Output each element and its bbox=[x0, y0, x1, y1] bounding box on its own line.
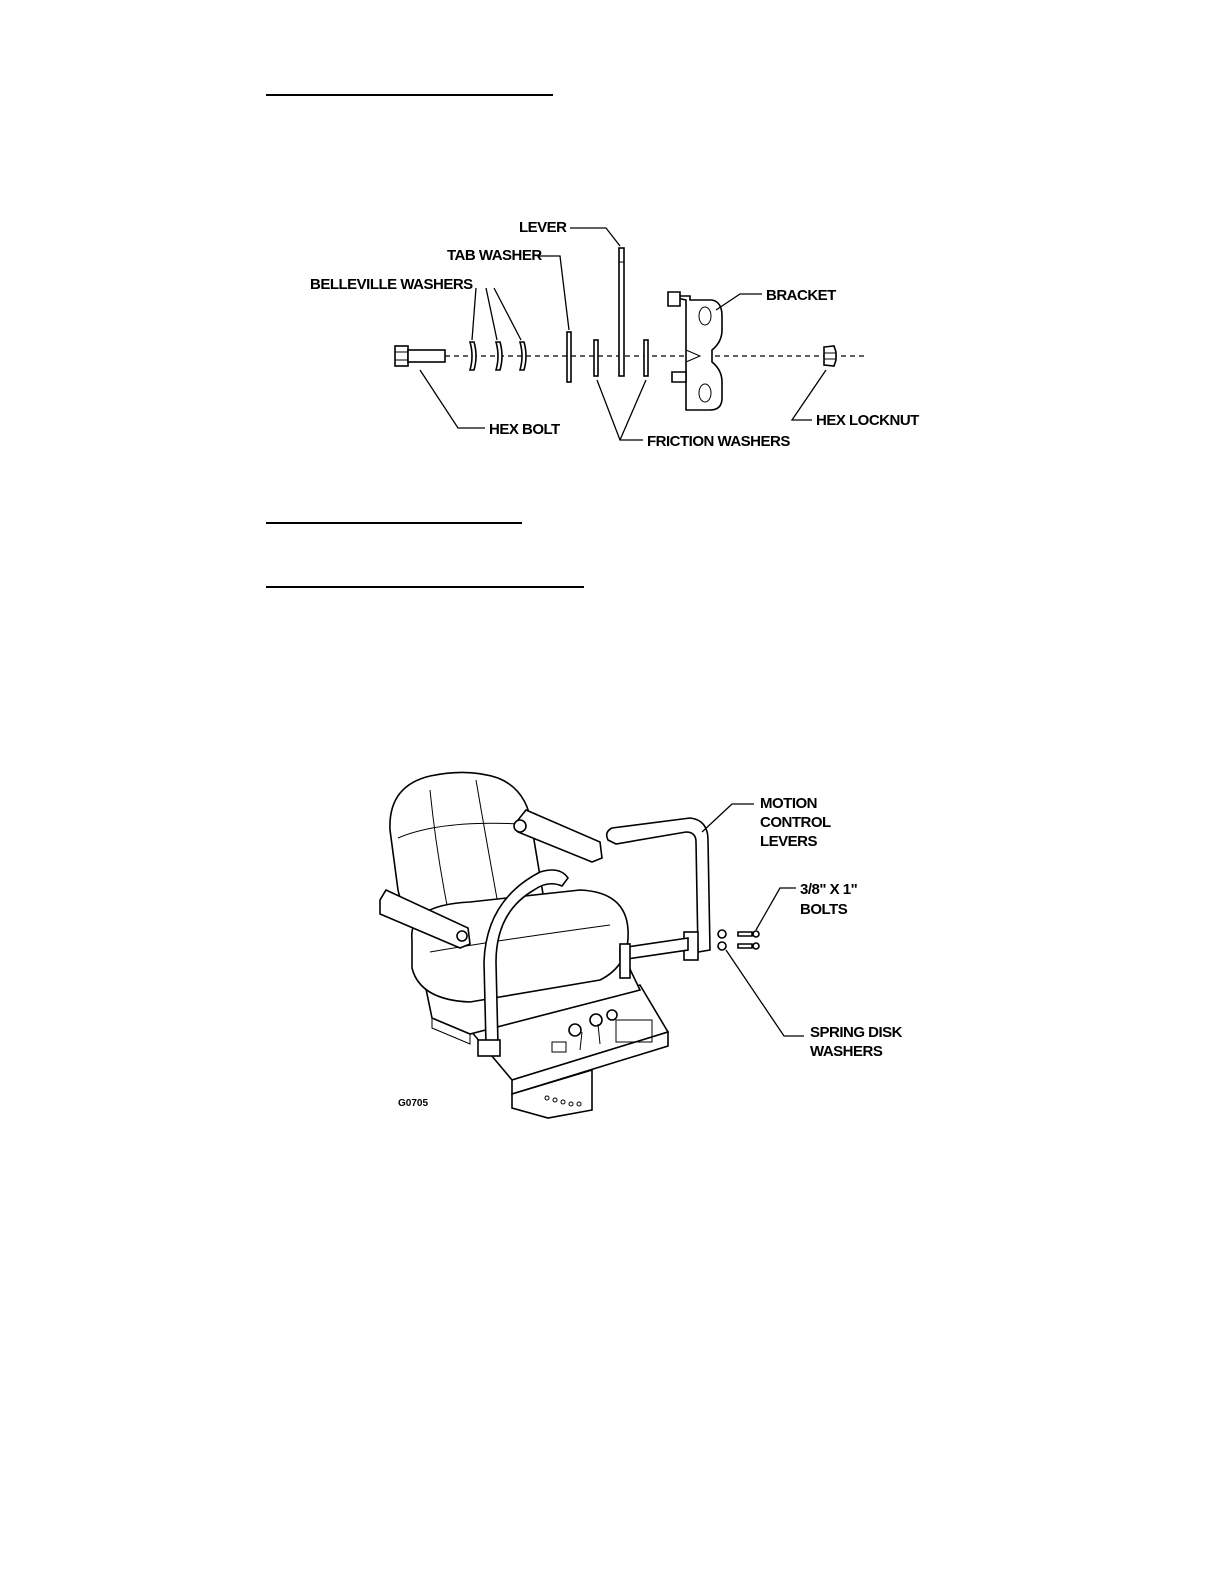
figure-code: G0705 bbox=[398, 1098, 429, 1109]
label-hex-bolt: HEX BOLT bbox=[489, 421, 560, 438]
label-bolts-line1: 3/8" X 1" bbox=[800, 881, 858, 898]
lever-assembly-diagram bbox=[310, 219, 919, 450]
motion-lever-right bbox=[607, 818, 710, 978]
label-bracket: BRACKET bbox=[766, 287, 836, 304]
label-belleville-washers: BELLEVILLE WASHERS bbox=[310, 276, 473, 293]
tab-washer-part bbox=[567, 332, 571, 382]
hex-locknut-part bbox=[824, 346, 836, 366]
label-hex-locknut: HEX LOCKNUT bbox=[816, 412, 919, 429]
label-bolts-line2: BOLTS bbox=[800, 901, 848, 918]
lever-part bbox=[619, 248, 624, 376]
label-motion-line2: CONTROL bbox=[760, 814, 831, 831]
friction-washer-part-1 bbox=[594, 340, 598, 376]
label-spring-line1: SPRING DISK bbox=[810, 1024, 903, 1041]
seat-assembly-diagram bbox=[380, 772, 903, 1118]
label-motion-line3: LEVERS bbox=[760, 833, 818, 850]
label-tab-washer: TAB WASHER bbox=[447, 247, 542, 264]
bracket-part bbox=[668, 292, 722, 410]
label-spring-line2: WASHERS bbox=[810, 1043, 883, 1060]
label-lever: LEVER bbox=[519, 219, 567, 236]
friction-washer-part-2 bbox=[644, 340, 648, 376]
bolts-and-washers bbox=[718, 930, 759, 950]
label-friction-washers: FRICTION WASHERS bbox=[647, 433, 790, 450]
hex-bolt-part bbox=[395, 346, 445, 366]
label-motion-line1: MOTION bbox=[760, 795, 817, 812]
